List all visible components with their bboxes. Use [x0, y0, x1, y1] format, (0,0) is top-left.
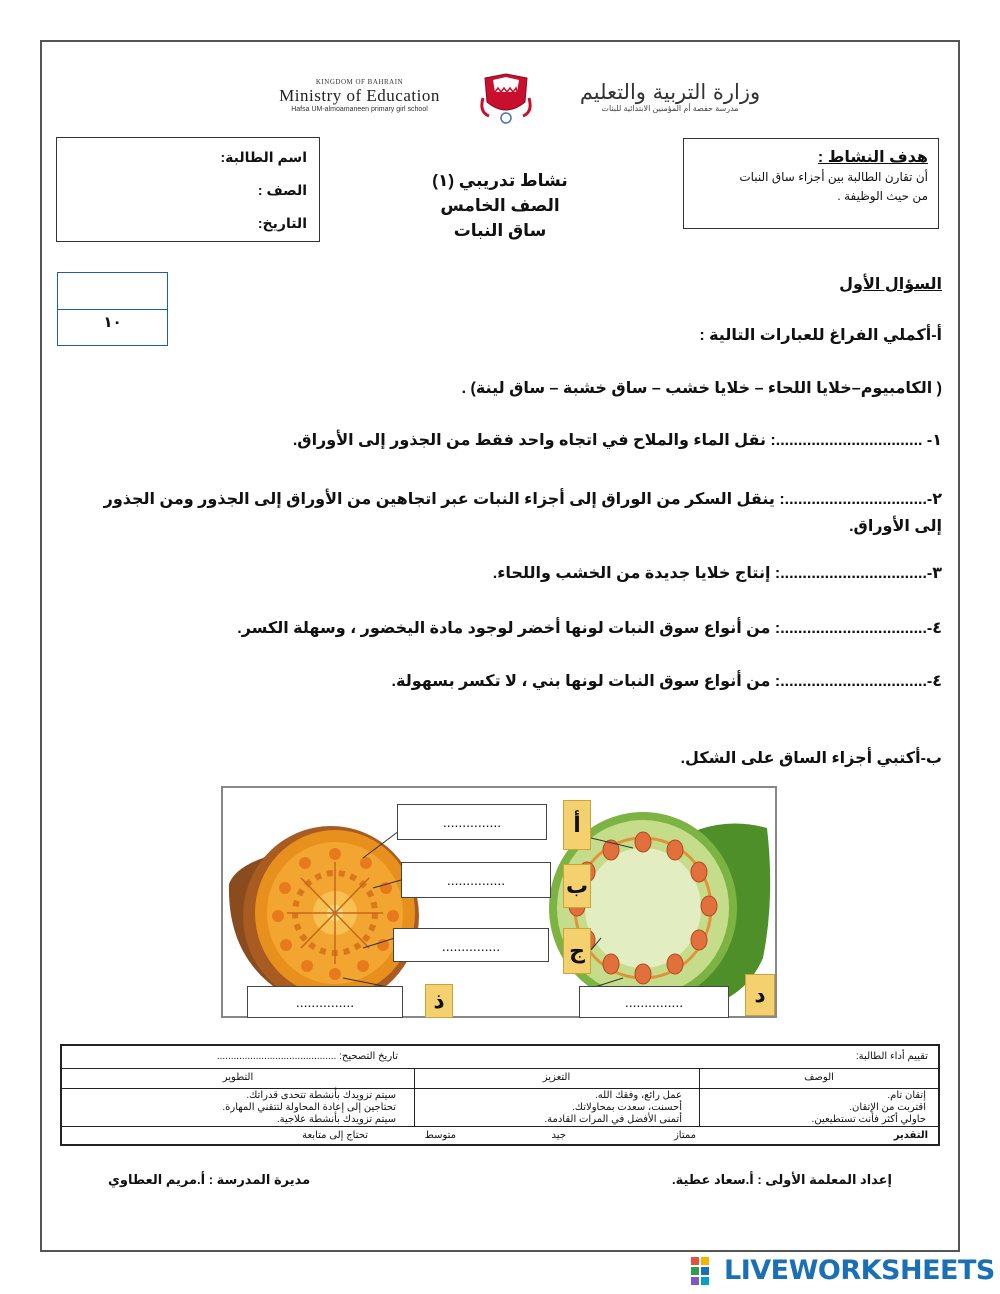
principal-credit: مديرة المدرسة : أ.مريم العطاوي [108, 1172, 311, 1187]
title-line-3: ساق النبات [453, 221, 547, 240]
eval-header-row [62, 1046, 938, 1069]
title-line-1: نشاط تدريبي (١) [432, 171, 568, 190]
student-date-label: التاريخ: [257, 215, 307, 231]
score-box [57, 272, 168, 346]
desc-list [812, 1090, 926, 1126]
col-reinforcement: التعزيز [542, 1072, 571, 1083]
student-name-label: اسم الطالبة: [220, 149, 307, 165]
goal-line-1: أن تقارن الطالبة بين أجزاء ساق النبات [739, 170, 928, 184]
fill-item-2[interactable]: ٢-................................: ينقل السكر من الوراق إلى أجزاء النبات عبر اتجاهين من الأوراق إلى الجذور ومن الجذور إلى الأوراق. [103, 491, 942, 535]
reinforce-3: أتمنى الأفضل في المرات القادمة. [544, 1114, 682, 1125]
kingdom-text: KINGDOM OF BAHRAIN [315, 78, 404, 86]
label-letter-j: ج [563, 928, 591, 974]
answer-box-a[interactable]: ............... [397, 804, 547, 840]
col-development: التطوير [222, 1072, 254, 1083]
fill-item-3[interactable]: ٣-.................................: إنتاج خلايا جديدة من الخشب واللحاء. [492, 565, 942, 582]
goal-title: هدف النشاط : [817, 149, 928, 166]
score-total: ١٠ [103, 314, 122, 331]
eval-grade-row [62, 1126, 938, 1146]
liveworksheets-icon [690, 1256, 720, 1286]
develop-2: تحتاجين إلى إعادة المحاولة لتتقني المهارة. [222, 1102, 396, 1113]
goal-line-2: من حيث الوظيفة . [837, 189, 928, 203]
desc-2: اقتربت من الإتقان. [849, 1102, 926, 1113]
ministry-logo-ar [550, 80, 790, 120]
liveworksheets-wordmark: LIVEWORKSHEETS [724, 1255, 995, 1286]
develop-3: سيتم تزويدك بأنشطة علاجية. [276, 1114, 396, 1125]
fill-item-4[interactable]: ٤-.................................: من أنواع سوق النبات لونها أخضر لوجود مادة اليخضور ، وسهلة الكسر. [237, 620, 942, 637]
part-b-instruction: ب-أكتبي أجزاء الساق على الشكل. [680, 750, 942, 767]
bahrain-emblem-icon [479, 72, 533, 124]
student-class-label: الصف : [257, 182, 307, 198]
label-letter-b: ب [563, 864, 591, 908]
reinforce-1: عمل رائع، وفقك الله. [595, 1090, 682, 1101]
answer-box-b[interactable]: ............... [401, 862, 551, 898]
eval-performance-label: تقييم أداء الطالبة: [855, 1051, 928, 1062]
fill-item-1[interactable]: ١- .................................: نقل الماء والملاح في اتجاه واحد فقط من الجذور إلى الأوراق. [292, 432, 942, 449]
fill-item-5[interactable]: ٤-.................................: من أنواع سوق النبات لونها بني ، لا تكسر بسهولة. [391, 673, 942, 690]
school-en-text: Hafsa UM-almoamaneen primary girl school [291, 106, 428, 113]
develop-1: سيتم تزويدك بأنشطة تتحدى قدراتك. [246, 1090, 396, 1101]
desc-3: حاولي أكثر فأنت تستطيعين. [811, 1114, 926, 1125]
develop-list [222, 1090, 396, 1126]
school-ar-text: مدرسة حفصة أم المؤمنين الابتدائية للبنات [601, 104, 739, 113]
grade-average[interactable]: متوسط [424, 1130, 456, 1141]
answer-box-d[interactable]: ............... [579, 986, 729, 1018]
eval-columns-row [62, 1068, 938, 1089]
title-line-2: الصف الخامس [440, 196, 560, 215]
eval-correction-date: تاريخ التصحيح: ........................................... [216, 1051, 398, 1062]
evaluation-table [60, 1044, 940, 1146]
reinforce-list [544, 1090, 682, 1126]
teacher-credit: إعداد المعلمة الأولى : أ.سعاد عطية. [672, 1172, 892, 1187]
stem-cross-section-figure [221, 786, 777, 1018]
label-letter-a: أ [563, 800, 591, 850]
grade-good[interactable]: جيد [551, 1130, 566, 1141]
part-a-instruction: أ-أكملي الفراغ للعبارات التالية : [699, 327, 942, 344]
activity-goal-box [683, 138, 939, 229]
reinforce-2: أحسنت، سعدت بمحاولاتك. [572, 1102, 682, 1113]
answer-box-j[interactable]: ............... [393, 928, 549, 962]
woody-stem-drawing [229, 826, 419, 1006]
answer-box-dh[interactable]: ............... [247, 986, 403, 1018]
grade-excellent[interactable]: ممتاز [673, 1130, 696, 1141]
col-description: الوصف [804, 1072, 834, 1083]
ministry-ar-text: وزارة التربية والتعليم [579, 80, 761, 104]
ministry-en-text: Ministry of Education [279, 86, 440, 105]
label-letter-d: د [745, 974, 775, 1016]
grade-needs-followup[interactable]: تحتاج إلى متابعة [302, 1130, 368, 1141]
ministry-logo-en [242, 78, 477, 123]
worksheet-title [400, 168, 600, 243]
grade-label: التقدير [893, 1130, 928, 1141]
eval-body-row [62, 1088, 938, 1127]
desc-1: إتقان تام. [887, 1090, 926, 1101]
score-divider [58, 309, 167, 310]
word-bank: ( الكامبيوم–خلايا اللحاء – خلايا خشب – ساق خشبة – ساق لينة) . [461, 380, 942, 397]
student-info-box [56, 137, 320, 242]
question-1-title: السؤال الأول [839, 276, 942, 293]
label-letter-dh: ذ [425, 984, 453, 1018]
